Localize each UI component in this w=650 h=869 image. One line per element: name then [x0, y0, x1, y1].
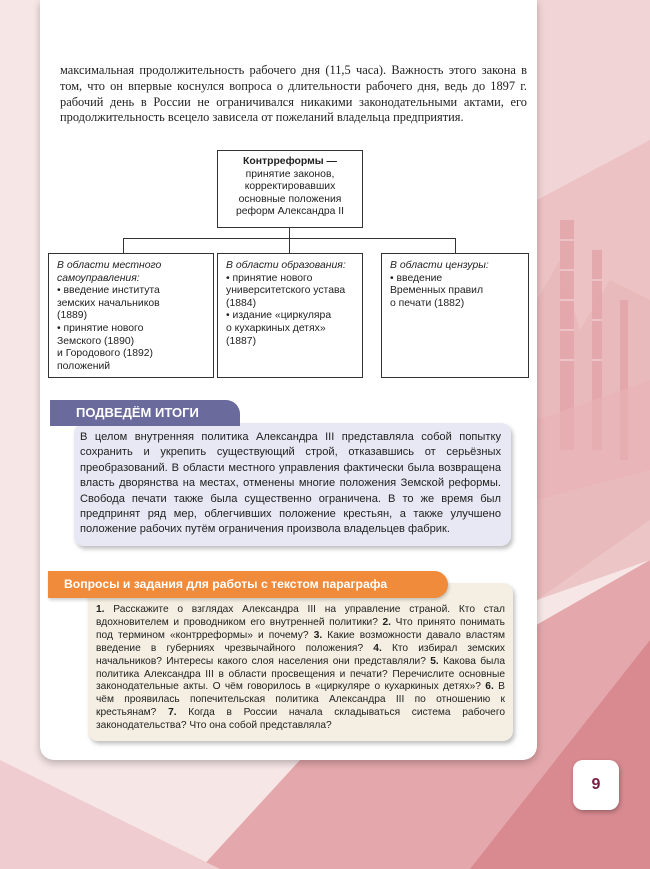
column-heading: самоуправления:: [57, 272, 140, 284]
question-number: 4.: [373, 642, 382, 654]
column-item: (1887): [226, 335, 257, 347]
question-text: Что принято понимать под термином «контрреформы» и почему?: [96, 616, 505, 641]
column-item: о печати (1882): [390, 297, 465, 309]
column-item: • издание «циркуляра: [226, 310, 332, 322]
diagram-top-line: корректировавших: [244, 181, 336, 193]
diagram-top-title: Контрреформы —: [243, 156, 337, 167]
column-heading: В области местного: [57, 260, 162, 271]
question-number: 3.: [313, 629, 323, 641]
diagram-column-education: [217, 253, 363, 378]
diagram-connector: [289, 238, 290, 253]
question-text: Когда в России начала складываться система рабочего законодательства? Что она собой представляла?: [96, 707, 505, 732]
column-heading: В области цензуры:: [390, 260, 489, 271]
diagram-top-line: реформ Александра II: [235, 206, 345, 218]
question-text: Кто избирал земских начальников? Интересы какого слоя населения они представляли?: [96, 642, 505, 667]
column-item: • введение: [390, 272, 443, 284]
column-item: земских начальников: [57, 297, 160, 309]
question-text: Расскажите о взглядах Александра III на управление страной. Кто стал вдохновителем и проводником его внутренней политики?: [96, 604, 505, 628]
diagram-connector: [123, 238, 124, 253]
diagram-top-line: основные положения: [238, 193, 342, 205]
column-item: • введение института: [57, 285, 160, 297]
question-number: 5.: [430, 655, 439, 667]
summary-banner: ПОДВЕДЁМ ИТОГИ: [50, 400, 240, 426]
questions-banner: Вопросы и задания для работы с текстом параграфа: [48, 571, 448, 598]
diagram-column-censorship: [381, 253, 529, 378]
diagram-top-line: принятие законов,: [245, 168, 335, 180]
question-text: Какие возможности давало властям введение в губерниях чрезвычайного положения?: [96, 629, 506, 654]
diagram-top-box: [217, 150, 363, 228]
question-number: 1.: [96, 604, 105, 615]
question-text: Какова была политика Александра III в области просвещения и печати? Перечислите основные законодательные акты. О чём говорилось в «циркуляре о кухаркиных детях»?: [96, 655, 505, 693]
column-item: о кухаркиных детях»: [226, 322, 326, 334]
question-number: 6.: [485, 681, 494, 693]
questions-text: [96, 604, 505, 733]
column-item: • принятие нового: [226, 272, 313, 284]
question-text: В чём проявилась попечительская политика Александра III по отношению к крестьянам?: [96, 681, 505, 719]
column-item: положений: [57, 360, 111, 372]
column-item: Временных правил: [390, 285, 484, 297]
column-item: университетского устава: [226, 285, 346, 297]
questions-box: [88, 583, 513, 741]
page-number: 9: [573, 760, 619, 810]
intro-paragraph: максимальная продолжительность рабочего дня (11,5 часа). Важность этого закона в том, что он впервые коснулся вопроса о длительности рабочего дня, ведь до 1897 г. рабочий день в России не ограничивался никакими законодательными актами, его продолжительность всецело зависела от пожеланий владельца предприятия.: [60, 63, 527, 125]
column-item: Земского (1890): [57, 335, 135, 347]
column-item: • принятие нового: [57, 322, 144, 334]
question-number: 7.: [168, 707, 177, 719]
summary-text: В целом внутренняя политика Александра III представляла собой попытку сохранить и укрепить существующий строй, отказавшись от серьёзных преобразований. В области местного управления фактически была возвращена власть дворянства на местах, отменены многие положения Земской реформы. Свобода печати также была существенно ограничена. В то же время был предпринят ряд мер, облегчивших положение крестьян, а также улучшено положение рабочих путём ограничения произвола владельцев фабрик.: [80, 431, 501, 536]
diagram-connector: [455, 238, 456, 253]
summary-box: [74, 423, 511, 546]
column-item: (1889): [57, 310, 88, 322]
question-number: 2.: [382, 616, 391, 628]
column-item: (1884): [226, 297, 257, 309]
column-heading: В области образования:: [226, 260, 346, 271]
diagram-column-local-government: [48, 253, 214, 378]
column-item: и Городового (1892): [57, 348, 154, 360]
